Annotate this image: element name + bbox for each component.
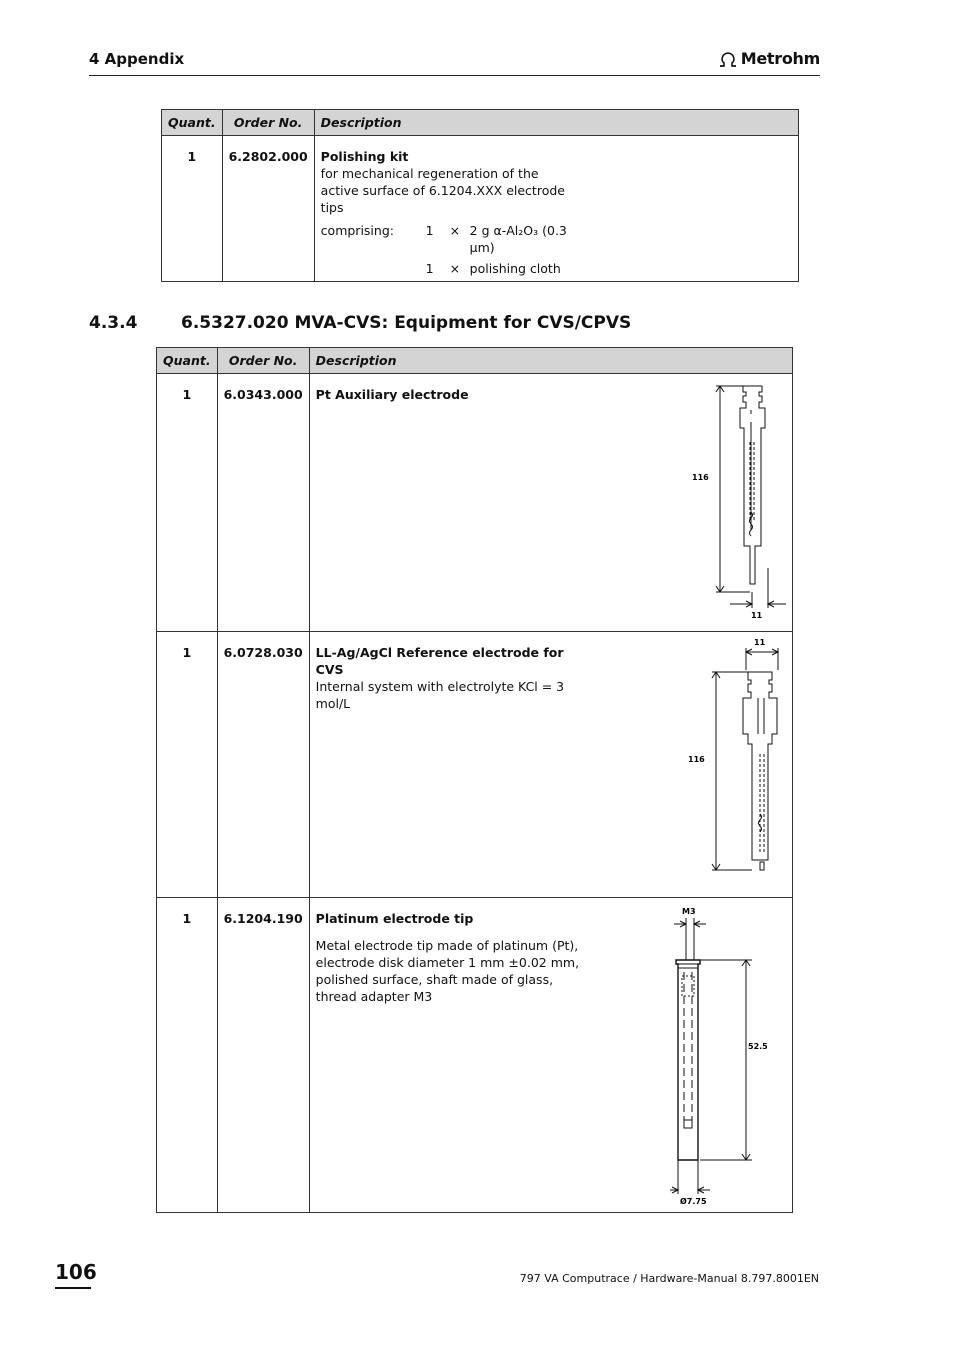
comp-desc: polishing cloth — [469, 261, 561, 276]
metrohm-logo — [718, 49, 820, 68]
section-number: 4.3.4 — [89, 313, 138, 333]
table-header-row — [157, 348, 793, 374]
description-cell — [309, 632, 792, 898]
comp-desc: 2 g α-Al₂O₃ (0.3 μm) — [469, 223, 567, 255]
description-cell — [309, 898, 792, 1213]
table-row — [157, 632, 793, 898]
table-row — [157, 374, 793, 632]
quant-cell: 1 — [162, 136, 223, 282]
order-no-cell: 6.0343.000 — [217, 374, 309, 632]
thread-dimension-label: M3 — [681, 907, 696, 916]
comp-times: × — [449, 261, 461, 276]
order-no-cell: 6.2802.000 — [222, 136, 314, 282]
table-row — [157, 898, 793, 1213]
section-title: 6.5327.020 MVA-CVS: Equipment for CVS/CPVS — [181, 313, 632, 333]
order-no-cell: 6.1204.190 — [217, 898, 309, 1213]
quant-cell: 1 — [157, 898, 218, 1213]
col-header-order-no: Order No. — [217, 348, 309, 374]
table-header-row — [162, 110, 799, 136]
logo-text: Metrohm — [740, 49, 820, 68]
page-number: 106 — [55, 1260, 97, 1284]
length-dimension-label: 116 — [691, 473, 709, 482]
section-heading — [89, 313, 631, 333]
length-dimension-label: 52.5 — [747, 1042, 768, 1051]
comp-times: × — [449, 223, 461, 238]
table-row — [162, 136, 799, 282]
col-header-description: Description — [309, 348, 792, 374]
polishing-kit-table — [161, 109, 799, 282]
item-title: Polishing kit — [320, 149, 409, 164]
description-cell — [309, 374, 792, 632]
col-header-quant: Quant. — [157, 348, 218, 374]
length-dimension-label: 116 — [687, 755, 705, 764]
item-title: Platinum electrode tip — [315, 911, 474, 926]
col-header-quant: Quant. — [162, 110, 223, 136]
auxiliary-electrode-drawing — [680, 382, 790, 622]
item-text: for mechanical regeneration of the active surface of 6.1204.XXX electrode tips — [320, 166, 565, 215]
footer-rule — [55, 1287, 91, 1289]
comprising-list — [321, 260, 578, 277]
quant-cell: 1 — [157, 374, 218, 632]
comprising-list — [321, 222, 578, 256]
header-section-title: 4 Appendix — [89, 50, 185, 68]
equipment-table — [156, 347, 793, 1213]
quant-cell: 1 — [157, 632, 218, 898]
width-dimension-label: 11 — [750, 611, 762, 620]
order-no-cell: 6.0728.030 — [217, 632, 309, 898]
item-text: Metal electrode tip made of platinum (Pt), electrode disk diameter 1 mm ±0.02 mm, polished surface, shaft made of glass, thread adapter M3 — [315, 938, 580, 1004]
page-header — [89, 50, 820, 76]
metrohm-omega-icon — [718, 51, 738, 67]
item-title: LL-Ag/AgCl Reference electrode for CVS — [315, 645, 564, 677]
comp-qty: 1 — [425, 261, 434, 276]
reference-electrode-drawing — [680, 634, 790, 879]
col-header-order-no: Order No. — [222, 110, 314, 136]
footer-manual-title: 797 VA Computrace / Hardware-Manual 8.797.8001EN — [519, 1272, 819, 1285]
width-dimension-label: 11 — [753, 638, 765, 647]
description-cell — [314, 136, 798, 282]
comp-qty: 1 — [425, 223, 434, 238]
item-title: Pt Auxiliary electrode — [315, 387, 469, 402]
diameter-dimension-label: Ø7.75 — [679, 1197, 707, 1206]
col-header-description: Description — [314, 110, 798, 136]
item-text: Internal system with electrolyte KCl = 3 mol/L — [315, 679, 565, 711]
comprising-label: comprising: — [320, 223, 394, 238]
platinum-electrode-tip-drawing — [670, 902, 780, 1210]
